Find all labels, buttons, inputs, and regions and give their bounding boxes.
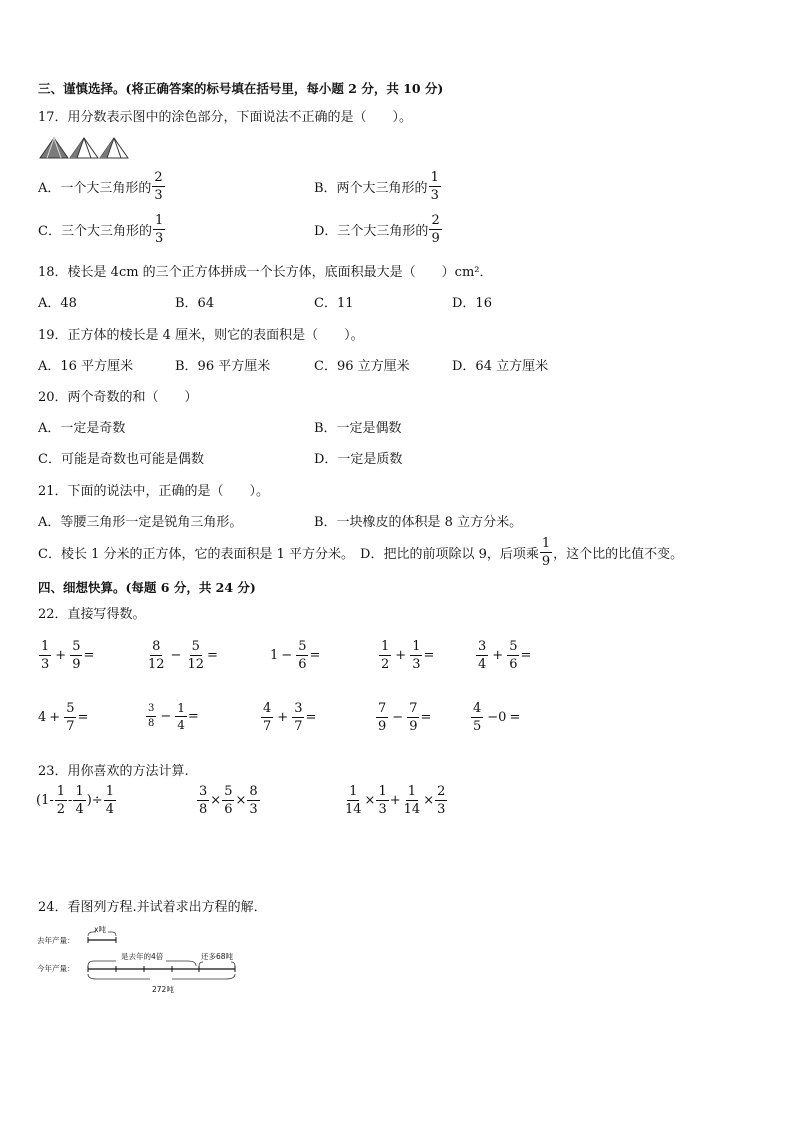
q21-option-d-post: ，这个比的比值不变。 [553, 547, 684, 562]
q21-option-d-pre: D．把比的前项除以 9，后项乘 [360, 547, 539, 562]
q17-option-d: D．三个大三角形的 $\frac{2}{9}$ [314, 213, 440, 246]
triangle-2 [70, 138, 98, 158]
triangle-3 [100, 138, 128, 158]
line-segment-diagram [36, 922, 256, 997]
q22-item-2: $\frac{8}{12}$ − $\frac{5}{12}$ = [148, 639, 218, 672]
q19-stem: 19．正方体的棱长是 4 厘米，则它的表面积是（ ）。 [38, 328, 364, 343]
q22-item-4: $\frac{1}{2}$ + $\frac{1}{3}$ = [381, 639, 435, 672]
section4-title: 四、细想快算。(每题 6 分，共 24 分) [38, 580, 256, 595]
q19-option-d: D．64 立方厘米 [452, 359, 549, 374]
q22-item-1: $\frac{1}{3}$ + $\frac{5}{9}$ = [41, 639, 95, 672]
q18-option-a: A．48 [38, 296, 77, 311]
q23-stem: 23．用你喜欢的方法计算. [38, 764, 189, 779]
q23-expr-3: $\frac{1}{14}$ × $\frac{1}{3}$ + $\frac{1}{14}$ × $\frac{2}{3}$ [345, 784, 446, 817]
q21-option-c: C．棱长 1 分米的正方体，它的表面积是 1 平方分米。 [38, 547, 355, 562]
section3-title: 三、谨慎选择。(将正确答案的标号填在括号里，每小题 2 分，共 10 分) [38, 81, 444, 96]
q17-option-b: B．两个大三角形的 $\frac{1}{3}$ [314, 170, 439, 203]
q17-option-c: C．三个大三角形的 $\frac{1}{3}$ [38, 213, 164, 246]
q21-option-a: A．等腰三角形一定是锐角三角形。 [38, 515, 243, 530]
last-year-label: 去年产量： [37, 936, 75, 945]
x-label: x吨 [94, 925, 106, 934]
q22-stem: 22．直接写得数。 [38, 607, 146, 622]
triangle-1 [40, 138, 68, 158]
q19-option-c: C．96 立方厘米 [314, 359, 410, 374]
q20-option-d: D．一定是质数 [314, 452, 403, 467]
q17-option-a: A．一个大三角形的 $\frac{2}{3}$ [38, 170, 163, 203]
q19-option-b: B．96 平方厘米 [175, 359, 271, 374]
q21-option-b: B．一块橡皮的体积是 8 立方分米。 [314, 515, 523, 530]
q17-stem: 17．用分数表示图中的涂色部分，下面说法不正确的是（ ）。 [38, 110, 413, 125]
q23-expr-1: (1- $\frac{1}{2}$ - $\frac{1}{4}$ )÷ $\frac{1}{4}$ [36, 784, 114, 817]
q20-option-a: A．一定是奇数 [38, 421, 126, 436]
q18-option-c: C．11 [314, 296, 354, 311]
q20-option-c: C．可能是奇数也可能是偶数 [38, 452, 204, 467]
triangles-figure [38, 136, 132, 160]
q18-stem: 18．棱长是 4cm 的三个正方体拼成一个长方体，底面积最大是（ ）cm²． [38, 265, 493, 280]
times-label: 是去年的4倍 [121, 952, 164, 961]
q22-item-6: 4 + $\frac{5}{7}$ = [38, 701, 89, 734]
q21-option-d-fraction: $\frac{1}{9}$ [541, 536, 551, 569]
q22-item-7: $\frac{3}{8}$ − $\frac{1}{4}$ = [148, 701, 199, 732]
q22-item-3: 1 − $\frac{5}{6}$ = [270, 639, 321, 672]
q19-option-a: A．16 平方厘米 [38, 359, 134, 374]
more-label: 还多68吨 [201, 952, 234, 961]
q22-item-5: $\frac{3}{4}$ + $\frac{5}{6}$ = [478, 639, 532, 672]
q18-option-d: D．16 [452, 296, 492, 311]
q20-option-b: B．一定是偶数 [314, 421, 402, 436]
q18-option-b: B．64 [175, 296, 215, 311]
q20-stem: 20．两个奇数的和（ ） [38, 390, 198, 405]
total-label: 272吨 [152, 985, 174, 994]
this-year-label: 今年产量： [37, 964, 75, 973]
q22-item-10: $\frac{4}{5}$ −0 = [473, 701, 521, 734]
q22-item-9: $\frac{7}{9}$ − $\frac{7}{9}$ = [378, 701, 432, 734]
q21-stem: 21．下面的说法中，正确的是（ ）。 [38, 484, 270, 499]
q23-expr-2: $\frac{3}{8}$ × $\frac{5}{6}$ × $\frac{8}{3}$ [199, 784, 258, 817]
q24-stem: 24．看图列方程.并试着求出方程的解． [38, 900, 267, 915]
q22-item-8: $\frac{4}{7}$ + $\frac{3}{7}$ = [263, 701, 317, 734]
q21-options-cd [38, 537, 683, 568]
